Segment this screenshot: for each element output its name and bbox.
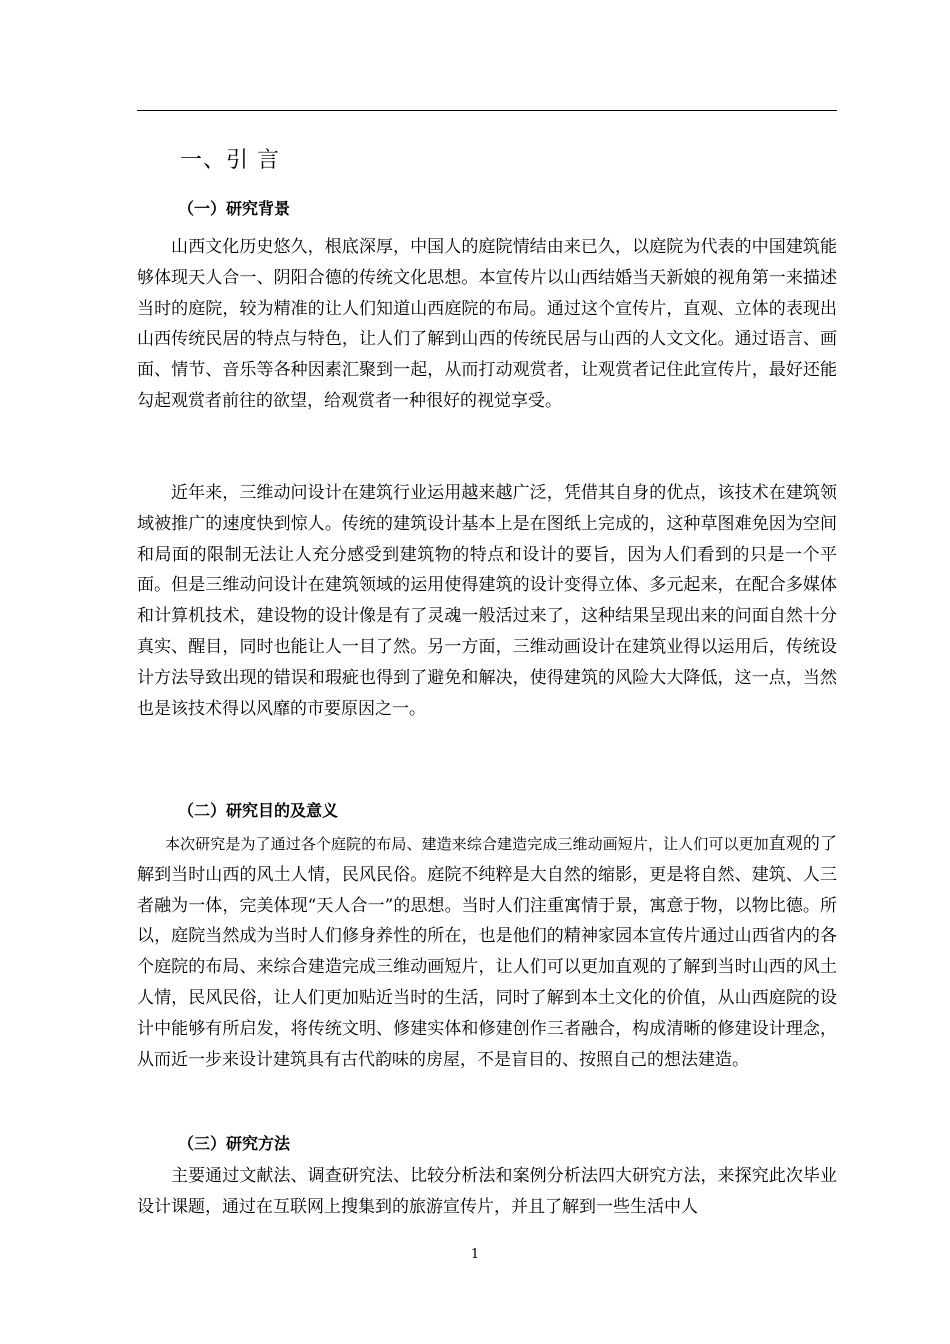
paragraph-method: 主要通过文献法、调查研究法、比较分析法和案例分析法四大研究方法，来探究此次毕业设计课题，通过在互联网上搜集到的旅游宣传片，并且了解到一些生活中人 xyxy=(137,1166,837,1217)
section-heading-background: （一）研究背景 xyxy=(178,199,291,218)
section-heading-purpose: （二）研究目的及意义 xyxy=(178,801,339,820)
page-number: 1 xyxy=(470,1247,480,1262)
paragraph-purpose-first-line: 本次研究是为了通过各个庭院的布局、建造来综合建造完成三维动画短片，让人们可以更加 xyxy=(165,835,769,853)
header-rule xyxy=(137,110,837,111)
paragraph-purpose-rest: 直观的了解到当时山西的风土人情，民风民俗。庭院不纯粹是大自然的缩影，更是将自然、建筑、人三者融为一体，完美体现“天人合一”的思想。当时人们注重寓情于景，寓意于物，以物比德。所以，庭院当然成为当时人们修身养性的所在，也是他们的精神家园本宣传片通过山西省内的各个庭院的布局、来综合建造完成三维动画短片，让人们可以更加直观的了解到当时山西的风土人情，民风民俗，让人们更加贴近当时的生活，同时了解到本土文化的价值，从山西庭院的设计中能够有所启发，将传统文明、修建实体和修建创作三者融合，构成清晰的修建设计理念，从而近一步来设计建筑具有古代韵味的房屋，不是盲目的、按照自己的想法建造。 xyxy=(137,834,837,1070)
paragraph-background-2: 近年来，三维动问设计在建筑行业运用越来越广泛，凭借其自身的优点，该技术在建筑领域被推广的速度快到惊人。传统的建筑设计基本上是在图纸上完成的，这种草图难免因为空间和局面的限制无法让人充分感受到建筑物的特点和设计的要旨，因为人们看到的只是一个平面。但是三维动问设计在建筑领域的运用使得建筑的设计变得立体、多元起来，在配合多媒体和计算机技术，建设物的设计像是有了灵魂一般活过来了，这种结果呈现出来的问面自然十分真实、醒目，同时也能让人一目了然。另一方面，三维动画设计在建筑业得以运用后，传统设计方法导致出现的错误和瑕疵也得到了避免和解决，使得建筑的风险大大降低，这一点，当然也是该技术得以风靡的市要原因之一。 xyxy=(137,483,837,719)
chapter-heading: 一、引 言 xyxy=(180,148,280,173)
paragraph-background-1: 山西文化历史悠久，根底深厚，中国人的庭院情结由来已久，以庭院为代表的中国建筑能够体现天人合一、阴阳合德的传统文化思想。本宣传片以山西结婚当天新娘的视角第一来描述当时的庭院，较为精准的让人们知道山西庭院的布局。通过这个宣传片，直观、立体的表现出山西传统民居的特点与特色，让人们了解到山西的传统民居与山西的人文文化。通过语言、画面、情节、音乐等各种因素汇聚到一起，从而打动观赏者，让观赏者记住此宣传片，最好还能勾起观赏者前往的欲望，给观赏者一种很好的视觉享受。 xyxy=(137,237,837,411)
paragraph-purpose xyxy=(137,829,837,1075)
section-heading-method: （三）研究方法 xyxy=(178,1134,291,1153)
